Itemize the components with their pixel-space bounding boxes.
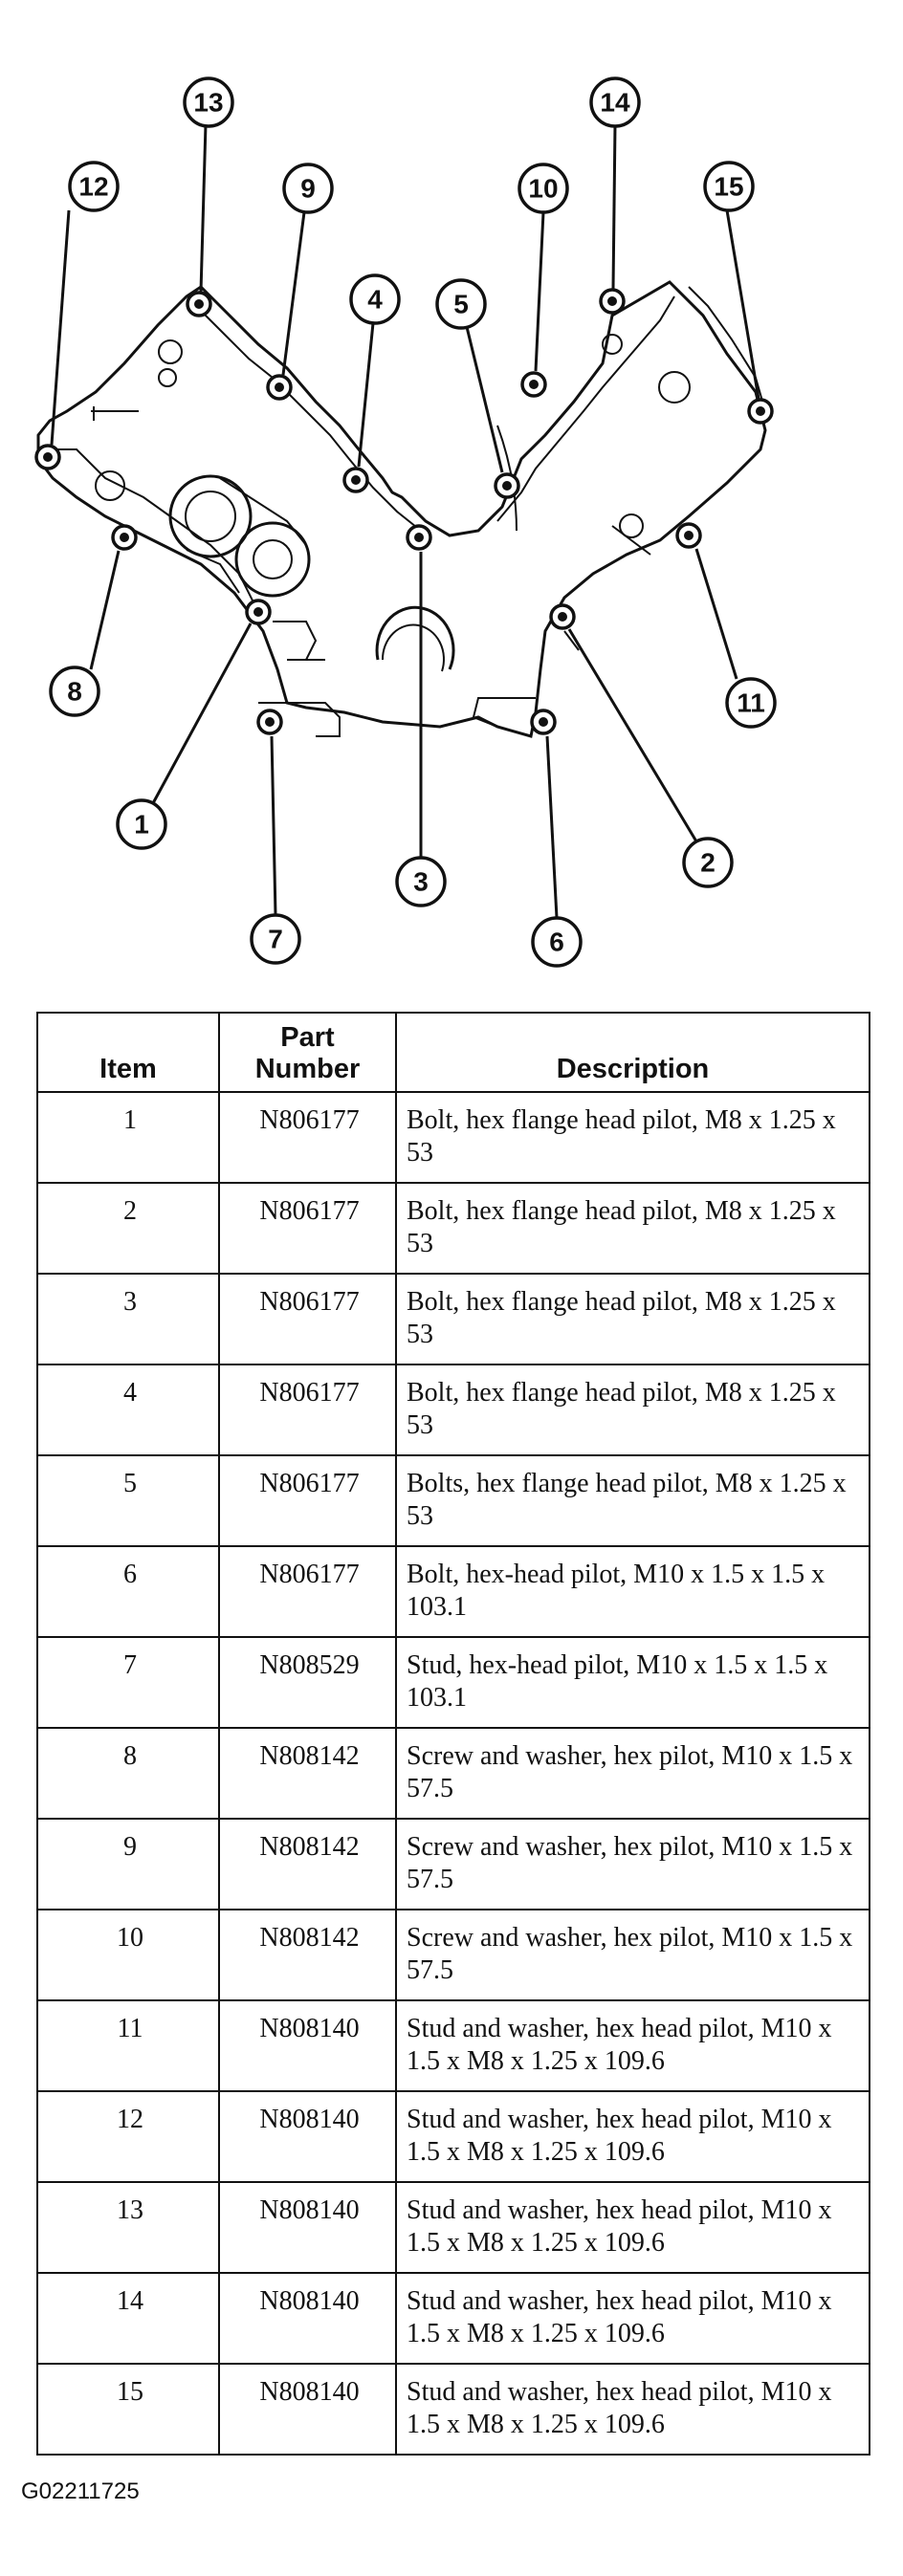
callout-6: [533, 918, 581, 966]
table-row: [37, 2273, 870, 2364]
item-cell: 1: [37, 1092, 219, 1183]
bolt-14: [601, 290, 624, 313]
part-number-cell: N808529: [219, 1637, 396, 1728]
bolt-9: [268, 376, 291, 399]
svg-text:14: 14: [600, 87, 630, 118]
item-cell: 8: [37, 1728, 219, 1819]
header-description: Description: [396, 1013, 870, 1092]
svg-text:11: 11: [737, 688, 765, 718]
table-row: [37, 1183, 870, 1274]
callout-14: [591, 78, 639, 126]
item-cell: 5: [37, 1455, 219, 1546]
header-part-number-line1: Part: [280, 1022, 335, 1053]
svg-text:9: 9: [300, 173, 316, 204]
callout-4: [351, 275, 399, 323]
item-cell: 10: [37, 1910, 219, 2000]
bolt-6: [532, 710, 555, 733]
part-number-cell: N808140: [219, 2364, 396, 2455]
svg-text:2: 2: [700, 847, 716, 878]
table-row: [37, 1364, 870, 1455]
header-item: Item: [37, 1013, 219, 1092]
table-row: [37, 1092, 870, 1183]
bolt-12: [36, 446, 59, 469]
table-row: [37, 1455, 870, 1546]
description-cell: Stud, hex-head pilot, M10 x 1.5 x 1.5 x 103.1: [396, 1637, 870, 1728]
item-cell: 7: [37, 1637, 219, 1728]
callout-15: [705, 163, 753, 210]
description-cell: Stud and washer, hex head pilot, M10 x 1.5 x M8 x 1.25 x 109.6: [396, 2182, 870, 2273]
description-cell: Bolt, hex flange head pilot, M8 x 1.25 x 53: [396, 1274, 870, 1364]
svg-text:10: 10: [528, 173, 559, 204]
item-cell: 9: [37, 1819, 219, 1910]
description-cell: Stud and washer, hex head pilot, M10 x 1.5 x M8 x 1.25 x 109.6: [396, 2091, 870, 2182]
bolt-7: [258, 710, 281, 733]
header-part-number: [219, 1013, 396, 1092]
bolt-4: [344, 469, 367, 491]
item-cell: 11: [37, 2000, 219, 2091]
description-cell: Bolt, hex flange head pilot, M8 x 1.25 x 53: [396, 1092, 870, 1183]
table-row: [37, 1728, 870, 1819]
header-part-number-line2: Number: [254, 1054, 361, 1084]
item-cell: 13: [37, 2182, 219, 2273]
table-row: [37, 2000, 870, 2091]
part-number-cell: N808140: [219, 2182, 396, 2273]
callout-11: [727, 679, 775, 727]
table-row: [37, 2091, 870, 2182]
part-number-cell: N806177: [219, 1546, 396, 1637]
callout-7: [252, 915, 299, 963]
svg-text:12: 12: [78, 171, 109, 202]
bolt-3: [407, 526, 430, 549]
bolt-markers: [36, 290, 772, 733]
bolt-13: [187, 293, 210, 316]
part-number-cell: N806177: [219, 1092, 396, 1183]
figure-code: G02211725: [21, 2478, 140, 2504]
description-cell: Stud and washer, hex head pilot, M10 x 1.5 x M8 x 1.25 x 109.6: [396, 2364, 870, 2455]
item-cell: 2: [37, 1183, 219, 1274]
description-cell: Bolts, hex flange head pilot, M8 x 1.25 x 53: [396, 1455, 870, 1546]
part-number-cell: N806177: [219, 1274, 396, 1364]
callout-12: [70, 163, 118, 210]
svg-text:4: 4: [367, 284, 383, 315]
callout-5: [437, 280, 485, 328]
bolt-2: [551, 605, 574, 628]
part-number-cell: N808140: [219, 2091, 396, 2182]
description-cell: Screw and washer, hex pilot, M10 x 1.5 x 57.5: [396, 1728, 870, 1819]
table-row: [37, 1274, 870, 1364]
part-number-cell: N806177: [219, 1183, 396, 1274]
description-cell: Bolt, hex flange head pilot, M8 x 1.25 x 53: [396, 1183, 870, 1274]
callout-13: [185, 78, 232, 126]
item-cell: 14: [37, 2273, 219, 2364]
description-cell: Screw and washer, hex pilot, M10 x 1.5 x 57.5: [396, 1910, 870, 2000]
svg-text:8: 8: [67, 676, 82, 707]
svg-text:13: 13: [193, 87, 224, 118]
item-cell: 4: [37, 1364, 219, 1455]
item-cell: 15: [37, 2364, 219, 2455]
part-number-cell: N808140: [219, 2273, 396, 2364]
svg-text:6: 6: [549, 927, 564, 957]
svg-text:5: 5: [453, 289, 469, 319]
callout-3: [397, 858, 445, 906]
bolt-8: [113, 526, 136, 549]
table-row: [37, 1819, 870, 1910]
callout-1: [118, 800, 165, 848]
description-cell: Stud and washer, hex head pilot, M10 x 1.5 x M8 x 1.25 x 109.6: [396, 2000, 870, 2091]
item-cell: 12: [37, 2091, 219, 2182]
item-cell: 3: [37, 1274, 219, 1364]
part-number-cell: N808142: [219, 1910, 396, 2000]
table-header-row: [37, 1013, 870, 1092]
part-number-cell: N808140: [219, 2000, 396, 2091]
description-cell: Screw and washer, hex pilot, M10 x 1.5 x 57.5: [396, 1819, 870, 1910]
bolt-1: [247, 600, 270, 623]
bolt-11: [677, 524, 700, 547]
svg-text:7: 7: [268, 924, 283, 954]
description-cell: Stud and washer, hex head pilot, M10 x 1.5 x M8 x 1.25 x 109.6: [396, 2273, 870, 2364]
table-row: [37, 2182, 870, 2273]
description-cell: Bolt, hex flange head pilot, M8 x 1.25 x 53: [396, 1364, 870, 1455]
front-cover-outline: [38, 282, 765, 736]
description-cell: Bolt, hex-head pilot, M10 x 1.5 x 1.5 x 103.1: [396, 1546, 870, 1637]
part-number-cell: N808142: [219, 1728, 396, 1819]
callout-2: [684, 839, 732, 886]
parts-table: [36, 1012, 870, 2456]
leader-lines: [52, 124, 759, 918]
bolt-5: [496, 474, 518, 497]
table-row: [37, 1637, 870, 1728]
callout-8: [51, 667, 99, 715]
item-cell: 6: [37, 1546, 219, 1637]
engine-front-cover-diagram: [0, 0, 903, 985]
callout-10: [519, 164, 567, 212]
svg-text:3: 3: [413, 866, 429, 897]
table-row: [37, 1546, 870, 1637]
svg-text:1: 1: [134, 809, 149, 840]
table-row: [37, 1910, 870, 2000]
svg-text:15: 15: [714, 171, 744, 202]
bolt-15: [749, 400, 772, 423]
bolt-10: [522, 373, 545, 396]
part-number-cell: N808142: [219, 1819, 396, 1910]
table-row: [37, 2364, 870, 2455]
parts-table-body: [37, 1092, 870, 2455]
part-number-cell: N806177: [219, 1455, 396, 1546]
callout-9: [284, 164, 332, 212]
part-number-cell: N806177: [219, 1364, 396, 1455]
